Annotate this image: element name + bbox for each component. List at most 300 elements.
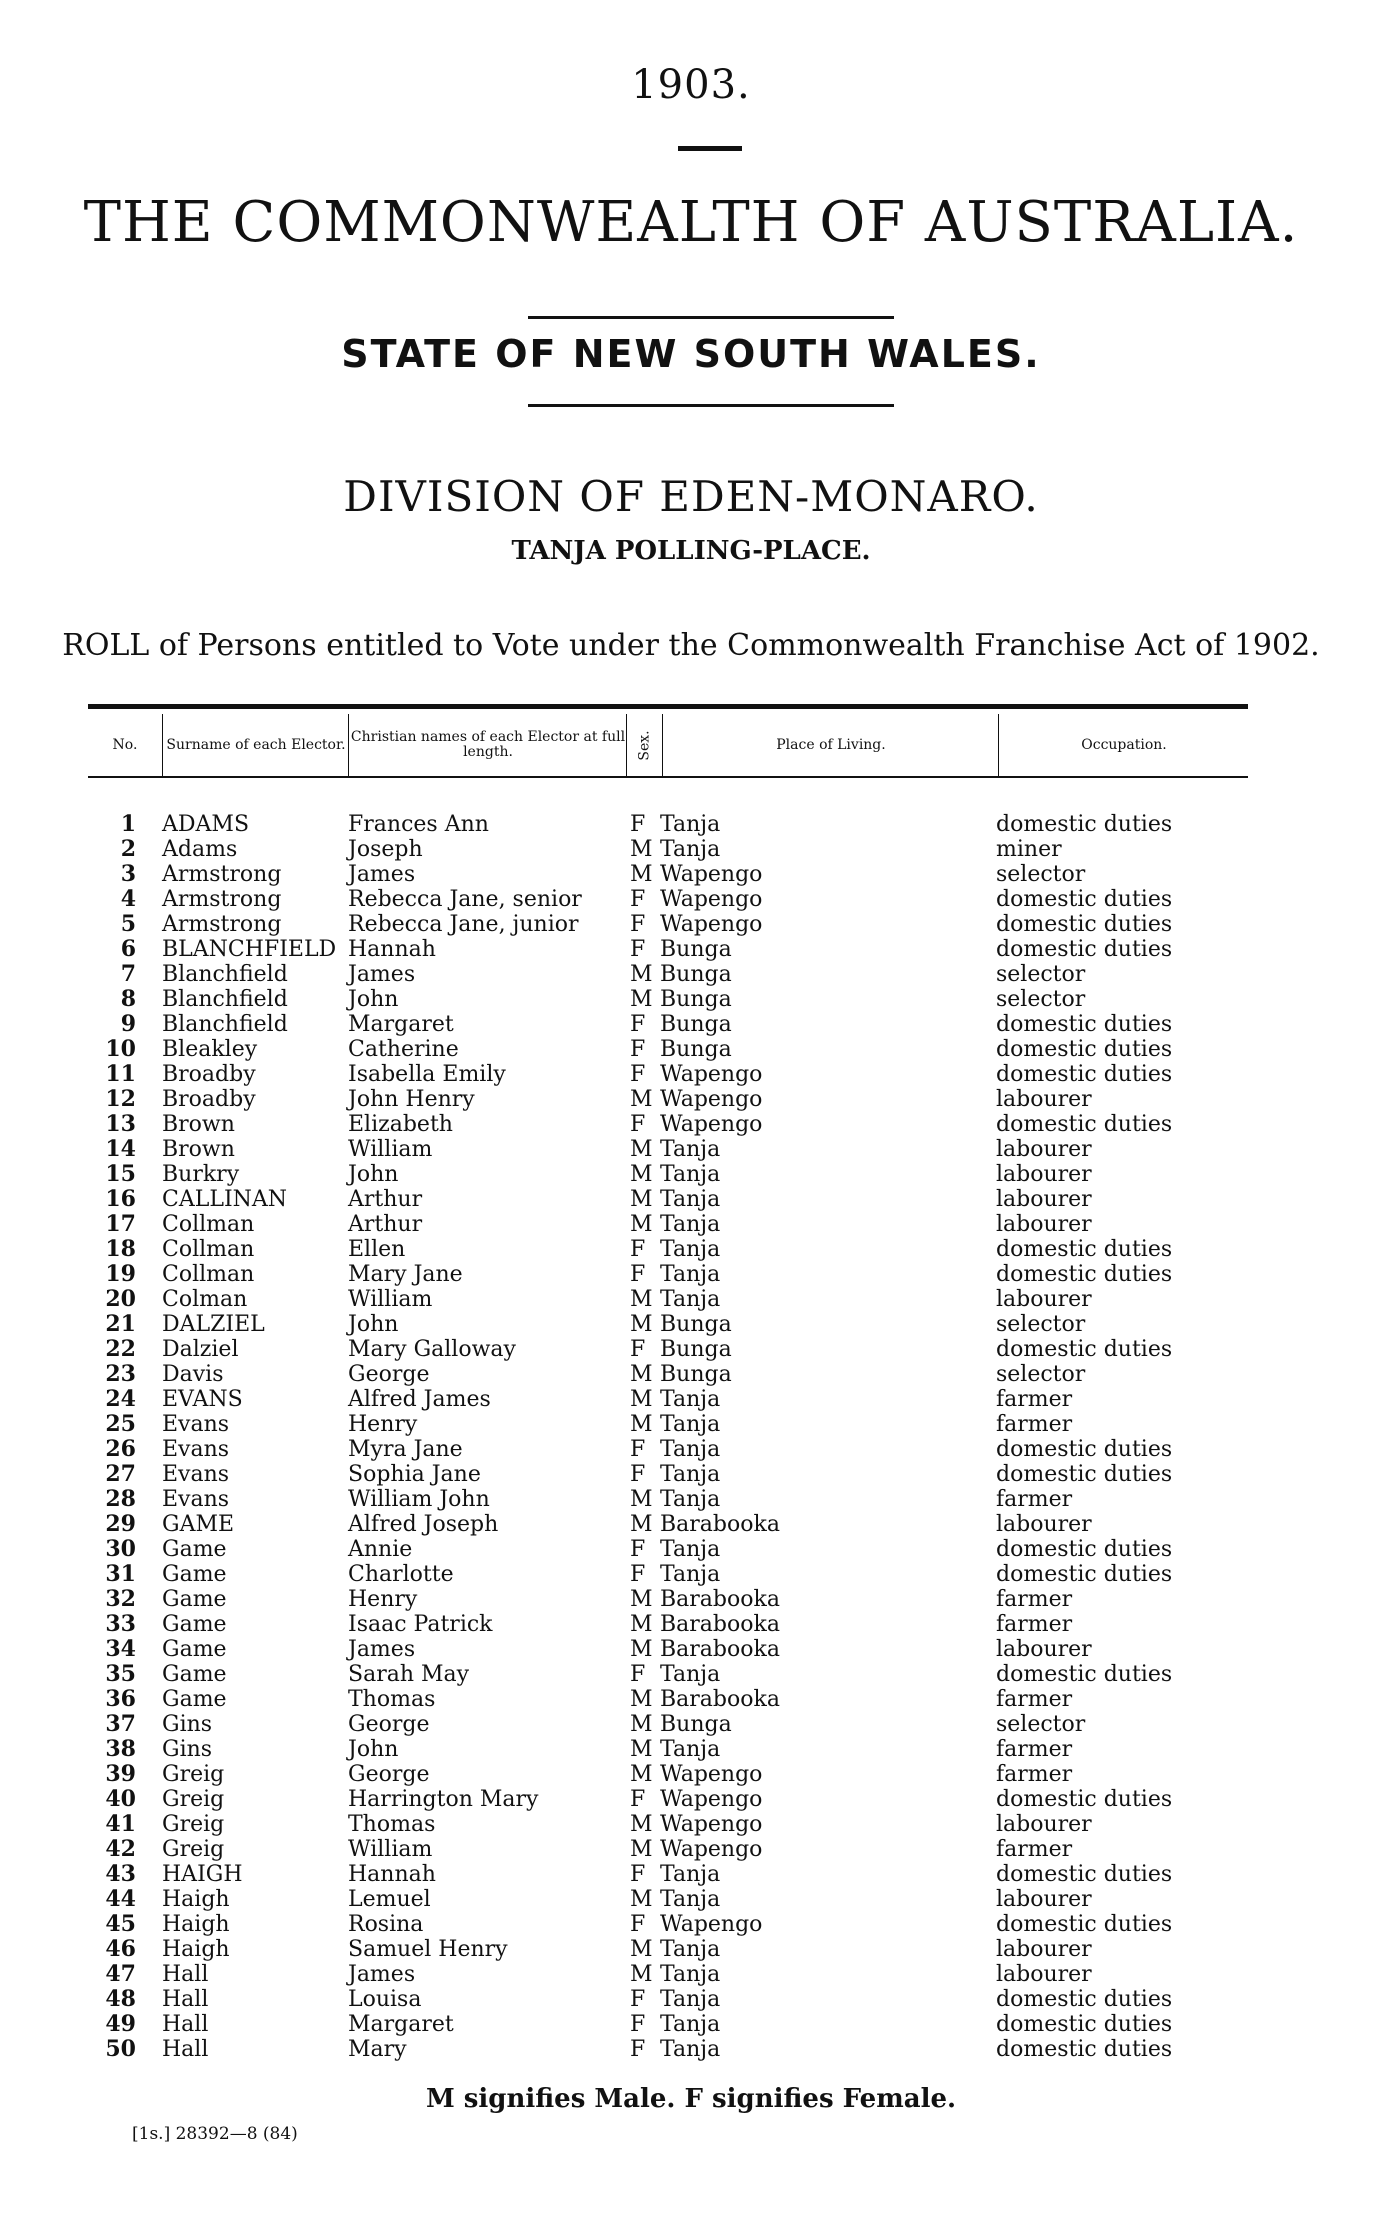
elector-christian-names: George (348, 1362, 430, 1387)
elector-surname: Greig (162, 1837, 225, 1862)
elector-surname: Colman (162, 1287, 248, 1312)
table-row (0, 1537, 1382, 1562)
elector-number: 12 (105, 1086, 136, 1112)
elector-occupation: farmer (996, 1687, 1073, 1712)
elector-surname: Collman (162, 1262, 255, 1287)
sex-legend: M signifies Male. F signifies Female. (425, 2084, 957, 2114)
table-header (88, 714, 1248, 776)
elector-number: 20 (105, 1286, 136, 1312)
elector-number: 9 (120, 1011, 136, 1037)
elector-christian-names: William (348, 1837, 433, 1862)
elector-surname: Greig (162, 1812, 225, 1837)
roll-title: ROLL of Persons entitled to Vote under the Commonwealth Franchise Act of 1902. (62, 628, 1320, 663)
elector-number: 21 (105, 1311, 136, 1337)
elector-christian-names: Arthur (348, 1212, 423, 1237)
elector-occupation: selector (996, 1712, 1086, 1737)
elector-surname: Evans (162, 1412, 230, 1437)
elector-number: 46 (105, 1936, 136, 1962)
elector-occupation: domestic duties (996, 1337, 1173, 1362)
divider-lower (528, 404, 894, 407)
elector-christian-names: Ellen (348, 1237, 406, 1262)
elector-number: 45 (105, 1911, 136, 1937)
elector-christian-names: Rebecca Jane, senior (348, 887, 582, 912)
elector-christian-names: Mary Jane (348, 1262, 463, 1287)
elector-sex: F (630, 937, 646, 962)
table-row (0, 1812, 1382, 1837)
elector-occupation: domestic duties (996, 1462, 1173, 1487)
elector-christian-names: James (348, 962, 416, 987)
elector-christian-names: Lemuel (348, 1887, 431, 1912)
elector-occupation: farmer (996, 1587, 1073, 1612)
elector-place: Bunga (660, 937, 732, 962)
elector-sex: M (630, 1187, 653, 1212)
elector-sex: M (630, 962, 653, 987)
elector-sex: F (630, 1237, 646, 1262)
elector-number: 37 (105, 1711, 136, 1737)
elector-occupation: miner (996, 837, 1062, 862)
elector-place: Tanja (660, 1737, 721, 1762)
elector-christian-names: Mary Galloway (348, 1337, 516, 1362)
elector-surname: EVANS (162, 1387, 243, 1412)
elector-christian-names: William John (348, 1487, 490, 1512)
elector-christian-names: Sophia Jane (348, 1462, 481, 1487)
elector-sex: M (630, 1162, 653, 1187)
elector-sex: M (630, 1212, 653, 1237)
table-row (0, 1312, 1382, 1337)
elector-sex: M (630, 1387, 653, 1412)
elector-surname: Blanchfield (162, 987, 288, 1012)
table-row (0, 962, 1382, 987)
elector-number: 5 (120, 911, 136, 937)
elector-occupation: domestic duties (996, 1037, 1173, 1062)
elector-occupation: labourer (996, 1087, 1092, 1112)
elector-surname: Haigh (162, 1937, 230, 1962)
elector-surname: Hall (162, 2037, 209, 2062)
elector-number: 34 (105, 1636, 136, 1662)
elector-place: Tanja (660, 1462, 721, 1487)
table-row (0, 1862, 1382, 1887)
elector-occupation: selector (996, 1312, 1086, 1337)
elector-number: 1 (120, 811, 136, 837)
elector-surname: Broadby (162, 1062, 256, 1087)
header-sex: Sex. (636, 729, 653, 761)
elector-place: Barabooka (660, 1587, 780, 1612)
elector-number: 25 (105, 1411, 136, 1437)
elector-surname: Haigh (162, 1912, 230, 1937)
elector-occupation: selector (996, 962, 1086, 987)
elector-christian-names: Mary (348, 2037, 407, 2062)
elector-place: Tanja (660, 1937, 721, 1962)
elector-surname: Haigh (162, 1887, 230, 1912)
elector-sex: F (630, 1987, 646, 2012)
elector-place: Tanja (660, 1962, 721, 1987)
elector-occupation: domestic duties (996, 887, 1173, 912)
elector-number: 14 (105, 1136, 136, 1162)
elector-number: 42 (105, 1836, 136, 1862)
elector-christian-names: James (348, 862, 416, 887)
elector-place: Tanja (660, 1212, 721, 1237)
elector-number: 49 (105, 2011, 136, 2037)
elector-sex: M (630, 837, 653, 862)
elector-sex: F (630, 912, 646, 937)
elector-number: 16 (105, 1186, 136, 1212)
elector-occupation: selector (996, 862, 1086, 887)
elector-christian-names: George (348, 1762, 430, 1787)
elector-place: Tanja (660, 1887, 721, 1912)
elector-christian-names: Elizabeth (348, 1112, 453, 1137)
table-row (0, 837, 1382, 862)
elector-place: Barabooka (660, 1512, 780, 1537)
header-occupation: Occupation. (1081, 736, 1167, 753)
table-row (0, 1887, 1382, 1912)
table-row (0, 1012, 1382, 1037)
elector-occupation: labourer (996, 1187, 1092, 1212)
table-row (0, 1162, 1382, 1187)
elector-occupation: labourer (996, 1887, 1092, 1912)
column-divider (662, 714, 663, 778)
elector-sex: M (630, 1137, 653, 1162)
elector-surname: Game (162, 1587, 227, 1612)
table-row (0, 1112, 1382, 1137)
table-row (0, 1512, 1382, 1537)
elector-surname: HAIGH (162, 1862, 243, 1887)
column-divider (626, 714, 627, 778)
elector-number: 22 (105, 1336, 136, 1362)
elector-place: Tanja (660, 1412, 721, 1437)
elector-surname: Adams (162, 837, 238, 862)
table-row (0, 1462, 1382, 1487)
elector-sex: F (630, 1537, 646, 1562)
elector-christian-names: William (348, 1287, 433, 1312)
elector-place: Tanja (660, 1187, 721, 1212)
table-row (0, 1287, 1382, 1312)
elector-occupation: domestic duties (996, 1437, 1173, 1462)
elector-surname: CALLINAN (162, 1187, 288, 1212)
division-title: DIVISION OF EDEN-MONARO. (343, 472, 1039, 521)
elector-sex: F (630, 1262, 646, 1287)
elector-number: 32 (105, 1586, 136, 1612)
elector-place: Wapengo (660, 887, 763, 912)
elector-place: Tanja (660, 812, 721, 837)
elector-christian-names: Thomas (348, 1687, 436, 1712)
elector-number: 8 (120, 986, 136, 1012)
column-divider (998, 714, 999, 778)
table-row (0, 1687, 1382, 1712)
elector-surname: Collman (162, 1237, 255, 1262)
elector-number: 48 (105, 1986, 136, 2012)
table-row (0, 912, 1382, 937)
elector-christian-names: Louisa (348, 1987, 422, 2012)
elector-surname: Game (162, 1537, 227, 1562)
elector-number: 17 (105, 1211, 136, 1237)
elector-christian-names: Rosina (348, 1912, 424, 1937)
elector-number: 50 (105, 2036, 136, 2062)
elector-surname: Armstrong (162, 912, 282, 937)
elector-place: Tanja (660, 1562, 721, 1587)
table-row (0, 1587, 1382, 1612)
elector-surname: Evans (162, 1487, 230, 1512)
elector-sex: M (630, 1412, 653, 1437)
elector-number: 15 (105, 1161, 136, 1187)
elector-sex: M (630, 1737, 653, 1762)
elector-sex: M (630, 1812, 653, 1837)
elector-christian-names: Hannah (348, 937, 436, 962)
elector-occupation: farmer (996, 1762, 1073, 1787)
elector-occupation: domestic duties (996, 1537, 1173, 1562)
column-divider (348, 714, 349, 778)
elector-number: 11 (105, 1061, 136, 1087)
elector-place: Tanja (660, 1387, 721, 1412)
elector-place: Barabooka (660, 1637, 780, 1662)
elector-occupation: selector (996, 1362, 1086, 1387)
elector-surname: Armstrong (162, 887, 282, 912)
elector-occupation: labourer (996, 1962, 1092, 1987)
elector-occupation: labourer (996, 1512, 1092, 1537)
elector-place: Wapengo (660, 1087, 763, 1112)
table-row (0, 2037, 1382, 2062)
elector-sex: F (630, 1662, 646, 1687)
elector-sex: F (630, 1462, 646, 1487)
table-row (0, 1487, 1382, 1512)
elector-christian-names: Margaret (348, 1012, 454, 1037)
elector-place: Barabooka (660, 1687, 780, 1712)
elector-place: Tanja (660, 1137, 721, 1162)
year-heading: 1903. (631, 62, 751, 108)
elector-christian-names: Joseph (348, 837, 423, 862)
elector-surname: Armstrong (162, 862, 282, 887)
elector-number: 36 (105, 1686, 136, 1712)
elector-occupation: labourer (996, 1287, 1092, 1312)
elector-christian-names: Catherine (348, 1037, 459, 1062)
elector-christian-names: Henry (348, 1412, 418, 1437)
elector-occupation: labourer (996, 1637, 1092, 1662)
elector-christian-names: Isaac Patrick (348, 1612, 493, 1637)
elector-place: Tanja (660, 2012, 721, 2037)
elector-surname: Game (162, 1687, 227, 1712)
elector-christian-names: James (348, 1637, 416, 1662)
elector-place: Tanja (660, 1662, 721, 1687)
elector-number: 40 (105, 1786, 136, 1812)
elector-surname: Broadby (162, 1087, 256, 1112)
elector-surname: Brown (162, 1137, 235, 1162)
elector-occupation: domestic duties (996, 2012, 1173, 2037)
elector-sex: F (630, 1012, 646, 1037)
elector-number: 39 (105, 1761, 136, 1787)
header-no: No. (112, 736, 138, 753)
elector-surname: Davis (162, 1362, 224, 1387)
elector-sex: F (630, 2012, 646, 2037)
elector-christian-names: John (348, 1737, 399, 1762)
divider-short (678, 146, 742, 151)
table-row (0, 937, 1382, 962)
elector-surname: Game (162, 1662, 227, 1687)
table-row (0, 1787, 1382, 1812)
table-row (0, 862, 1382, 887)
elector-number: 19 (105, 1261, 136, 1287)
table-row (0, 1412, 1382, 1437)
elector-christian-names: George (348, 1712, 430, 1737)
elector-christian-names: John (348, 1162, 399, 1187)
table-row (0, 1187, 1382, 1212)
elector-surname: Greig (162, 1762, 225, 1787)
elector-number: 29 (105, 1511, 136, 1537)
print-reference: [1s.] 28392—8 (84) (132, 2124, 298, 2144)
elector-place: Wapengo (660, 1837, 763, 1862)
elector-number: 26 (105, 1436, 136, 1462)
elector-sex: M (630, 1287, 653, 1312)
elector-christian-names: Annie (348, 1537, 413, 1562)
elector-occupation: farmer (996, 1837, 1073, 1862)
elector-sex: F (630, 1062, 646, 1087)
table-row (0, 812, 1382, 837)
elector-surname: Dalziel (162, 1337, 239, 1362)
elector-place: Wapengo (660, 912, 763, 937)
elector-place: Bunga (660, 1712, 732, 1737)
elector-place: Bunga (660, 1037, 732, 1062)
elector-sex: F (630, 812, 646, 837)
elector-sex: M (630, 1887, 653, 1912)
table-row (0, 1087, 1382, 1112)
elector-sex: M (630, 1762, 653, 1787)
table-row (0, 1387, 1382, 1412)
elector-sex: M (630, 1612, 653, 1637)
elector-number: 27 (105, 1461, 136, 1487)
table-row (0, 1237, 1382, 1262)
elector-sex: M (630, 987, 653, 1012)
elector-sex: M (630, 1837, 653, 1862)
elector-sex: F (630, 2037, 646, 2062)
elector-place: Bunga (660, 987, 732, 1012)
elector-christian-names: Frances Ann (348, 812, 489, 837)
elector-number: 4 (120, 886, 136, 912)
elector-occupation: domestic duties (996, 1787, 1173, 1812)
elector-christian-names: Harrington Mary (348, 1787, 539, 1812)
table-row (0, 987, 1382, 1012)
elector-sex: M (630, 1512, 653, 1537)
header-sex-cell (628, 714, 662, 776)
elector-sex: M (630, 1712, 653, 1737)
elector-sex: F (630, 1337, 646, 1362)
elector-place: Barabooka (660, 1612, 780, 1637)
elector-surname: Burkry (162, 1162, 240, 1187)
elector-occupation: domestic duties (996, 812, 1173, 837)
elector-place: Wapengo (660, 862, 763, 887)
elector-number: 35 (105, 1661, 136, 1687)
elector-christian-names: Alfred Joseph (348, 1512, 499, 1537)
elector-number: 41 (105, 1811, 136, 1837)
table-row (0, 1437, 1382, 1462)
elector-sex: M (630, 1962, 653, 1987)
elector-place: Tanja (660, 1487, 721, 1512)
elector-occupation: domestic duties (996, 2037, 1173, 2062)
table-row (0, 1037, 1382, 1062)
elector-surname: Hall (162, 1987, 209, 2012)
elector-sex: M (630, 1937, 653, 1962)
elector-occupation: domestic duties (996, 1012, 1173, 1037)
elector-occupation: farmer (996, 1487, 1073, 1512)
table-header-rule (88, 776, 1248, 778)
elector-number: 10 (105, 1036, 136, 1062)
elector-number: 33 (105, 1611, 136, 1637)
elector-surname: Blanchfield (162, 1012, 288, 1037)
elector-surname: Bleakley (162, 1037, 258, 1062)
table-row (0, 1612, 1382, 1637)
elector-christian-names: Myra Jane (348, 1437, 463, 1462)
elector-number: 38 (105, 1736, 136, 1762)
elector-occupation: domestic duties (996, 1062, 1173, 1087)
table-row (0, 1637, 1382, 1662)
elector-place: Bunga (660, 1362, 732, 1387)
elector-occupation: farmer (996, 1612, 1073, 1637)
elector-surname: BLANCHFIELD (162, 937, 337, 962)
elector-number: 18 (105, 1236, 136, 1262)
elector-place: Tanja (660, 1237, 721, 1262)
elector-number: 7 (120, 961, 136, 987)
elector-christian-names: John Henry (348, 1087, 475, 1112)
elector-number: 30 (105, 1536, 136, 1562)
header-christian-names: Christian names of each Elector at full length. (350, 729, 626, 760)
elector-occupation: labourer (996, 1162, 1092, 1187)
table-row (0, 1712, 1382, 1737)
elector-sex: F (630, 1912, 646, 1937)
divider-upper (528, 316, 894, 319)
elector-occupation: domestic duties (996, 1862, 1173, 1887)
elector-occupation: domestic duties (996, 1112, 1173, 1137)
elector-occupation: farmer (996, 1387, 1073, 1412)
elector-surname: Brown (162, 1112, 235, 1137)
elector-surname: Hall (162, 1962, 209, 1987)
elector-occupation: farmer (996, 1737, 1073, 1762)
state-title: STATE OF NEW SOUTH WALES. (341, 332, 1041, 376)
column-divider (162, 714, 163, 778)
elector-place: Tanja (660, 1537, 721, 1562)
header-place: Place of Living. (776, 736, 886, 753)
elector-sex: M (630, 1362, 653, 1387)
header-surname: Surname of each Elector. (166, 736, 346, 753)
elector-sex: F (630, 1437, 646, 1462)
elector-number: 31 (105, 1561, 136, 1587)
table-row (0, 1212, 1382, 1237)
elector-christian-names: Samuel Henry (348, 1937, 508, 1962)
table-row (0, 1137, 1382, 1162)
elector-surname: Gins (162, 1737, 213, 1762)
elector-surname: Game (162, 1562, 227, 1587)
elector-number: 28 (105, 1486, 136, 1512)
elector-sex: F (630, 1112, 646, 1137)
table-row (0, 1987, 1382, 2012)
elector-christian-names: John (348, 987, 399, 1012)
elector-surname: GAME (162, 1512, 235, 1537)
table-row (0, 1362, 1382, 1387)
elector-occupation: labourer (996, 1212, 1092, 1237)
elector-number: 3 (120, 861, 136, 887)
elector-place: Tanja (660, 1437, 721, 1462)
elector-occupation: domestic duties (996, 1237, 1173, 1262)
elector-christian-names: Thomas (348, 1812, 436, 1837)
elector-occupation: domestic duties (996, 912, 1173, 937)
elector-sex: M (630, 1687, 653, 1712)
table-row (0, 1737, 1382, 1762)
elector-sex: M (630, 1487, 653, 1512)
elector-occupation: selector (996, 987, 1086, 1012)
elector-place: Wapengo (660, 1112, 763, 1137)
elector-place: Wapengo (660, 1787, 763, 1812)
elector-place: Tanja (660, 1987, 721, 2012)
elector-sex: F (630, 1862, 646, 1887)
elector-sex: F (630, 1037, 646, 1062)
elector-sex: M (630, 1587, 653, 1612)
elector-place: Tanja (660, 1862, 721, 1887)
